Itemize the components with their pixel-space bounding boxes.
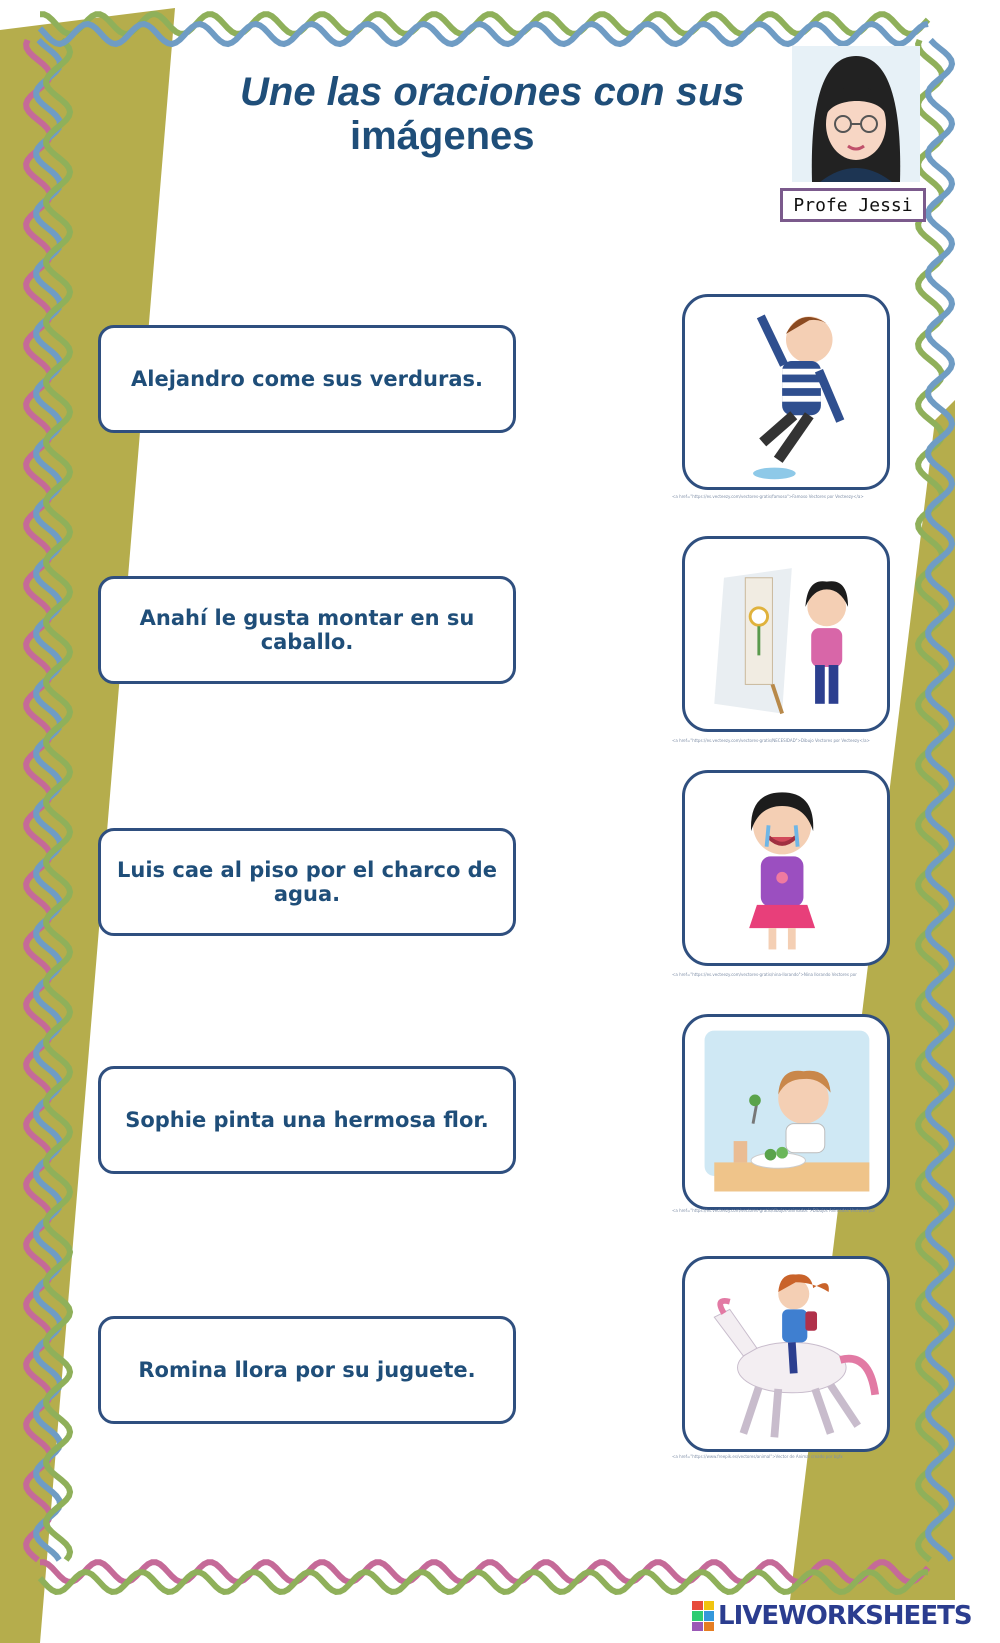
boy-slipping-icon — [685, 297, 887, 487]
boy-eating-vegetables-icon — [685, 1017, 887, 1207]
image-credit-5: <a href="https://www.freepik.es/vectores/animal">Vector de Animal creado por bgfx — [672, 1454, 843, 1459]
sentence-box-5[interactable]: Romina llora por su juguete. — [98, 1316, 516, 1424]
image-credit-4: <a href="https://es.vecteezy.com/vectores-gratis/dibujos-animados">Dibujos Animados Vectores por — [672, 1208, 876, 1213]
girl-crying-icon — [685, 773, 887, 963]
teacher-avatar — [792, 46, 920, 182]
brand-text: LIVEWORKSHEETS — [718, 1601, 972, 1631]
sentence-box-4[interactable]: Sophie pinta una hermosa flor. — [98, 1066, 516, 1174]
sentence-box-1[interactable]: Alejandro come sus verduras. — [98, 325, 516, 433]
image-credit-2: <a href="https://es.vecteezy.com/vectores-gratis/NECESIDAD">Dibujo Vectores por Vecteezy</a> — [672, 738, 870, 743]
girl-riding-horse-icon — [685, 1259, 887, 1449]
image-card-5[interactable] — [682, 1256, 890, 1452]
sentence-box-2[interactable]: Anahí le gusta montar en su caballo. — [98, 576, 516, 684]
image-card-1[interactable] — [682, 294, 890, 490]
sentence-box-3[interactable]: Luis cae al piso por el charco de agua. — [98, 828, 516, 936]
liveworksheets-logo — [692, 1598, 992, 1634]
teacher-name-tag: Profe Jessi — [780, 188, 926, 222]
brand-icon — [692, 1601, 714, 1631]
image-credit-3: <a href="https://es.vecteezy.com/vectores-gratis/nina-llorando">Nina llorando Vectores por — [672, 972, 857, 977]
image-card-4[interactable] — [682, 1014, 890, 1210]
image-credit-1: <a href="https://es.vecteezy.com/vectores-gratis/famoso">Famoso Vectores por Vecteezy</a> — [672, 494, 864, 499]
page-title: Une las oraciones con sus imágenes — [240, 70, 745, 158]
image-card-3[interactable] — [682, 770, 890, 966]
girl-painting-icon — [685, 539, 887, 729]
image-card-2[interactable] — [682, 536, 890, 732]
